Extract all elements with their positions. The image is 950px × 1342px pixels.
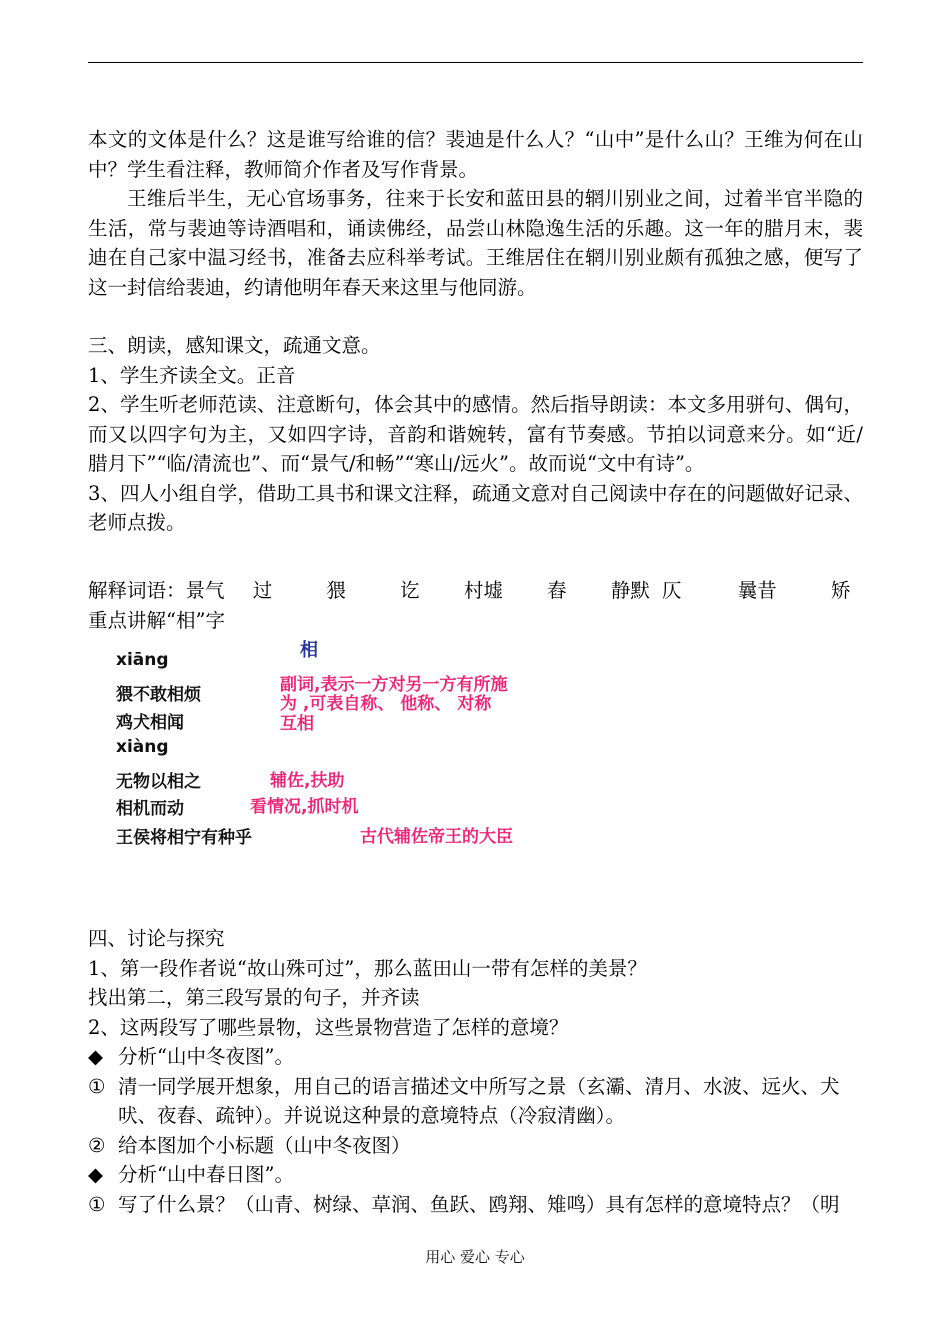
section-3-heading: 三、朗读，感知课文，疏通文意。: [88, 334, 381, 357]
vocab-word: 静默: [610, 579, 650, 602]
numbered-item-3: [88, 1190, 863, 1220]
vocab-word: 村墟: [463, 579, 503, 602]
page-footer: 用心 爱心 专心: [425, 1248, 525, 1266]
vocab-word: 矫: [830, 579, 851, 602]
pinyin-xiang-1: xiāng: [116, 650, 169, 670]
definition-1a: 副词,表示一方对另一方有所施: [280, 675, 508, 695]
question-2: 2、这两段写了哪些景物，这些景物营造了怎样的意境？: [88, 1015, 569, 1039]
vocab-label: 解释词语：景气: [88, 579, 225, 602]
vocab-word: 猥: [326, 579, 346, 602]
vocab-line: [88, 576, 863, 635]
circled-number-marker: ①: [88, 1074, 106, 1098]
example-5: 王侯将相宁有种乎: [116, 828, 252, 848]
vocab-word: 曩昔: [737, 579, 777, 602]
definition-4: 看情况,抓时机: [250, 797, 359, 817]
vocab-word: 过: [252, 579, 273, 602]
vocab-word: 讫: [400, 579, 420, 602]
circled-number-marker: ①: [88, 1192, 106, 1216]
bullet-text: 分析“山中春日图”。: [118, 1163, 294, 1186]
section-3-item-2: 2、学生听老师范读、注意断句，体会其中的感情。然后指导朗读：本文多用骈句、偶句，而又以四字句为主，又如四字诗，音韵和谐婉转，富有节奏感。节拍以词意来分。如“近/腊月下”“临/清流也”、而“景气/和畅”“寒山/远火”。故而说“文中有诗”。: [88, 393, 863, 475]
pinyin-xiang-2: xiàng: [116, 737, 169, 757]
bullet-spring-day: [88, 1160, 863, 1190]
section-3-item-3: 3、四人小组自学，借助工具书和课文注释，疏通文意对自己阅读中存在的问题做好记录、老师点拨。: [88, 481, 863, 534]
numbered-item-2: [88, 1131, 863, 1161]
section-3-item-1: 1、学生齐读全文。正音: [88, 363, 296, 387]
diamond-bullet-icon: ◆: [88, 1045, 103, 1068]
definition-2: 互相: [280, 714, 314, 734]
section-4: [88, 924, 863, 1219]
vocab-word: 仄: [662, 579, 682, 602]
example-1: 猥不敢相烦: [116, 685, 201, 705]
numbered-item-text: 给本图加个小标题（山中冬夜图）: [118, 1133, 411, 1157]
diamond-bullet-icon: ◆: [88, 1163, 103, 1186]
header-rule: [88, 62, 863, 63]
example-4: 相机而动: [116, 799, 184, 819]
example-2: 鸡犬相闻: [116, 713, 184, 733]
intro-paragraph-1: 本文的文体是什么？这是谁写给谁的信？裴迪是什么人？“山中”是什么山？王维为何在山中？学生看注释，教师简介作者及写作背景。: [88, 128, 863, 181]
numbered-item-text: 清一同学展开想象，用自己的语言描述文中所写之景（玄灞、清月、水波、远火、犬吠、夜舂、疏钟）。并说说这种景的意境特点（冷寂清幽）。: [118, 1074, 840, 1127]
bullet-winter-night: [88, 1042, 863, 1072]
numbered-item-text: 写了什么景？（山青、树绿、草润、鱼跃、鸥翔、雉鸣）具有怎样的意境特点？（明: [118, 1192, 840, 1216]
circled-number-marker: ②: [88, 1133, 106, 1157]
question-1: 1、第一段作者说“故山殊可过”，那么蓝田山一带有怎样的美景？: [88, 956, 647, 980]
intro-paragraph-2: 王维后半生，无心官场事务，往来于长安和蓝田县的辋川别业之间，过着半官半隐的生活，常与裴迪等诗酒唱和，诵读佛经，品尝山林隐逸生活的乐趣。这一年的腊月末，裴迪在自己家中温习经书，准备去应科举考试。王维居住在辋川别业颇有孤独之感，便写了这一封信给裴迪，约请他明年春天来这里与他同游。: [88, 187, 863, 299]
diagram-title: 相: [300, 640, 318, 661]
definition-3: 辅佐,扶助: [270, 771, 345, 791]
intro-section: [88, 125, 863, 538]
vocab-word: 舂: [547, 579, 567, 602]
section-4-heading: 四、讨论与探究: [88, 927, 225, 950]
bullet-text: 分析“山中冬夜图”。: [118, 1045, 294, 1068]
definition-5: 古代辅佐帝王的大臣: [360, 827, 513, 847]
question-1-followup: 找出第二，第三段写景的句子，并齐读: [88, 986, 420, 1009]
example-3: 无物以相之: [116, 772, 201, 792]
focus-line: 重点讲解“相”字: [88, 608, 225, 632]
numbered-item-1: [88, 1072, 863, 1131]
definition-1b: 为 ,可表自称、 他称、 对称: [280, 694, 492, 714]
